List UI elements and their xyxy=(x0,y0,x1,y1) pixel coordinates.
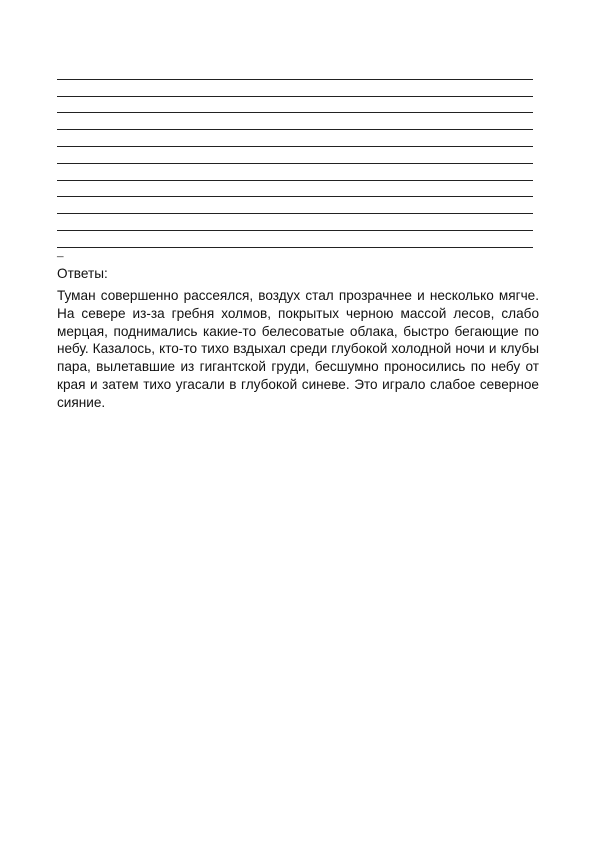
writing-line xyxy=(57,197,533,214)
answers-heading: Ответы: xyxy=(57,266,108,281)
writing-line xyxy=(57,181,533,198)
writing-line xyxy=(57,97,533,114)
answer-text: Туман совершенно рассеялся, воздух стал прозрачнее и несколько мягче. На севере из-за гребня холмов, покрытых черною массой лесов, слабо мерцая, поднимались какие-то белесоватые облака, быстро бегающие по небу. Казалось, кто-то тихо вздыхал среди глубокой холодной ночи и клубы пара, вылетавшие из гигантской груди, бесшумно проносились по небу от края и затем тихо угасали в глубокой синеве. Это играло слабое северное сияние. xyxy=(57,288,539,410)
writing-line xyxy=(57,231,533,248)
writing-line xyxy=(57,147,533,164)
writing-line xyxy=(57,164,533,181)
writing-line xyxy=(57,113,533,130)
writing-line xyxy=(57,80,533,97)
writing-line xyxy=(57,130,533,147)
dash-mark: – xyxy=(57,248,64,263)
writing-lines xyxy=(57,63,533,248)
writing-line xyxy=(57,214,533,231)
writing-line xyxy=(57,63,533,80)
